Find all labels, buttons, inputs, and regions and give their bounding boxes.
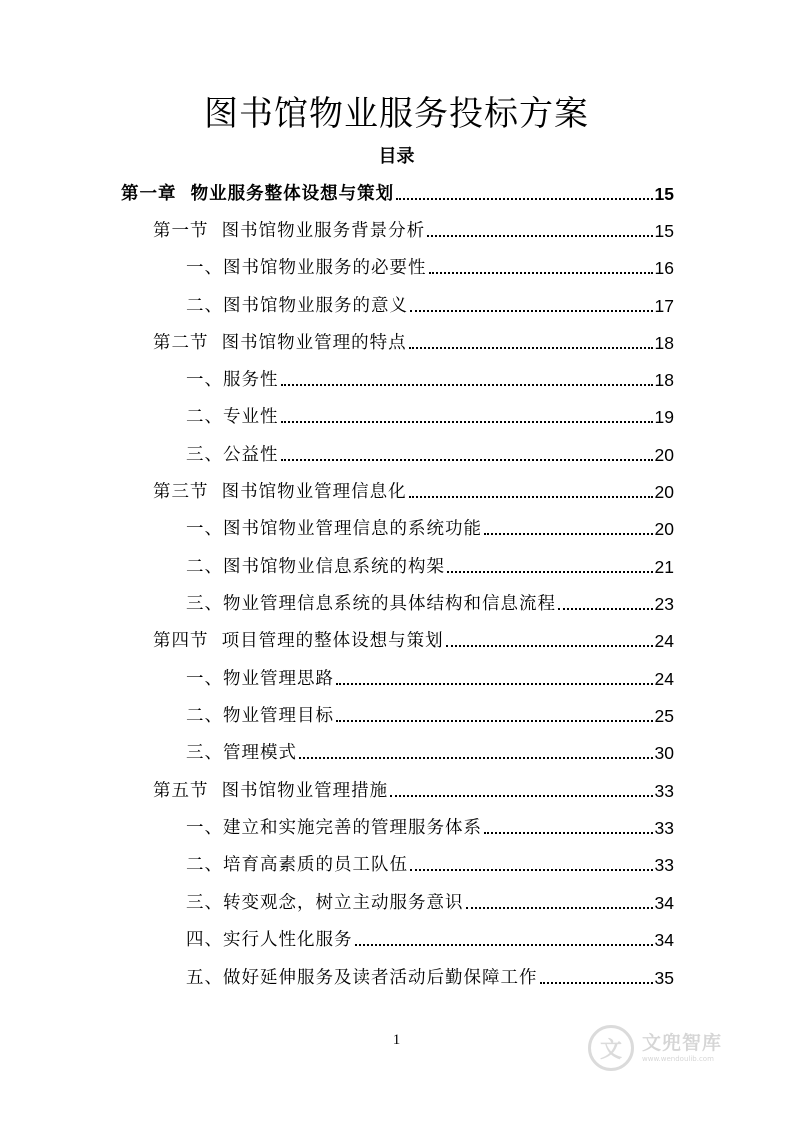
toc-entry-page: 17 xyxy=(654,296,674,316)
toc-entry-page: 30 xyxy=(654,743,674,763)
toc-entry-text: 三、管理模式 xyxy=(186,743,297,763)
toc-entry-text: 一、图书馆物业管理信息的系统功能 xyxy=(186,519,482,539)
toc-entry[interactable] xyxy=(153,628,674,654)
toc-heading: 目录 xyxy=(378,146,415,167)
toc-entry[interactable] xyxy=(186,965,674,991)
toc-leader-dots xyxy=(466,907,653,909)
toc-entry-page: 34 xyxy=(654,893,674,913)
toc-entry[interactable] xyxy=(186,890,674,916)
toc-entry-page: 15 xyxy=(654,221,674,241)
toc-entry-text: 第二节 图书馆物业管理的特点 xyxy=(153,333,407,353)
toc-entry[interactable] xyxy=(186,852,674,878)
toc-entry-page: 15 xyxy=(654,184,674,204)
toc-entry[interactable] xyxy=(153,778,674,804)
watermark-url: www.wendoulib.com xyxy=(642,1055,714,1063)
toc-entry[interactable] xyxy=(186,815,674,841)
watermark xyxy=(588,1018,758,1078)
toc-leader-dots xyxy=(281,421,653,423)
watermark-name: 文兜智库 xyxy=(642,1032,723,1054)
toc-entry[interactable] xyxy=(186,554,674,580)
toc-entry[interactable] xyxy=(186,404,674,430)
toc-entry-text: 四、实行人性化服务 xyxy=(186,930,353,950)
toc-leader-dots xyxy=(281,459,653,461)
toc-entry-text: 二、图书馆物业信息系统的构架 xyxy=(186,557,445,577)
toc-entry-page: 16 xyxy=(654,258,674,278)
toc-entry[interactable] xyxy=(186,442,674,468)
toc-entry-text: 二、培育高素质的员工队伍 xyxy=(186,855,408,875)
toc-entry-text: 第四节 项目管理的整体设想与策划 xyxy=(153,631,444,651)
toc-entry[interactable] xyxy=(186,666,674,692)
toc-entry-page: 25 xyxy=(654,706,674,726)
toc-entry-text: 二、专业性 xyxy=(186,407,279,427)
toc-leader-dots xyxy=(446,645,653,647)
toc-entry[interactable] xyxy=(186,703,674,729)
toc-entry-page: 20 xyxy=(654,445,674,465)
toc-entry-page: 20 xyxy=(654,482,674,502)
toc-entry-text: 三、物业管理信息系统的具体结构和信息流程 xyxy=(186,594,556,614)
toc-leader-dots xyxy=(355,944,653,946)
toc-entry[interactable] xyxy=(153,218,674,244)
toc-entry-page: 21 xyxy=(654,557,674,577)
toc-entry-text: 三、公益性 xyxy=(186,445,279,465)
toc-entry-text: 五、做好延伸服务及读者活动后勤保障工作 xyxy=(186,968,538,988)
toc-entry[interactable] xyxy=(186,367,674,393)
toc-leader-dots xyxy=(540,982,653,984)
toc-entry-page: 34 xyxy=(654,930,674,950)
toc-entry-page: 19 xyxy=(654,407,674,427)
toc-entry[interactable] xyxy=(153,479,674,505)
toc-leader-dots xyxy=(558,608,653,610)
toc-leader-dots xyxy=(409,496,653,498)
toc-leader-dots xyxy=(336,720,653,722)
toc-leader-dots xyxy=(396,198,652,200)
watermark-logo-icon: 文 xyxy=(588,1025,634,1071)
toc-entry[interactable] xyxy=(186,516,674,542)
toc-leader-dots xyxy=(447,571,653,573)
toc-entry-page: 23 xyxy=(654,594,674,614)
toc-entry[interactable] xyxy=(121,181,674,207)
toc-leader-dots xyxy=(281,384,653,386)
toc-leader-dots xyxy=(390,795,652,797)
document-title: 图书馆物业服务投标方案 xyxy=(204,94,589,134)
toc-entry-text: 第三节 图书馆物业管理信息化 xyxy=(153,482,407,502)
toc-leader-dots xyxy=(429,272,653,274)
toc-entry-text: 二、物业管理目标 xyxy=(186,706,334,726)
toc-entry-page: 33 xyxy=(654,781,674,801)
watermark-text xyxy=(642,1032,722,1064)
toc-entry[interactable] xyxy=(186,591,674,617)
toc-entry-page: 20 xyxy=(654,519,674,539)
toc-entry-page: 24 xyxy=(654,631,674,651)
toc-entry[interactable] xyxy=(153,330,674,356)
toc-entry-page: 33 xyxy=(654,855,674,875)
toc-entry-text: 三、转变观念，树立主动服务意识 xyxy=(186,893,464,913)
toc-entry-page: 33 xyxy=(654,818,674,838)
toc-entry-text: 一、图书馆物业服务的必要性 xyxy=(186,258,427,278)
toc-entry[interactable] xyxy=(186,255,674,281)
toc-entry-text: 一、建立和实施完善的管理服务体系 xyxy=(186,818,482,838)
toc-leader-dots xyxy=(299,757,653,759)
toc-leader-dots xyxy=(484,832,653,834)
toc-entry-page: 35 xyxy=(654,968,674,988)
toc-entry-page: 18 xyxy=(654,333,674,353)
toc-entry-text: 二、图书馆物业服务的意义 xyxy=(186,296,408,316)
toc-leader-dots xyxy=(410,869,653,871)
toc-entry-text: 第一节 图书馆物业服务背景分析 xyxy=(153,221,426,241)
toc-leader-dots xyxy=(410,310,653,312)
toc-entry-page: 18 xyxy=(654,370,674,390)
page-number: 1 xyxy=(392,1032,401,1048)
toc-entry[interactable] xyxy=(186,740,674,766)
toc-entry-text: 第一章 物业服务整体设想与策划 xyxy=(121,184,395,204)
toc-leader-dots xyxy=(484,533,653,535)
toc-entry-text: 第五节 图书馆物业管理措施 xyxy=(153,781,389,801)
toc-entry-text: 一、物业管理思路 xyxy=(186,669,334,689)
toc-entry-text: 一、服务性 xyxy=(186,370,279,390)
toc-leader-dots xyxy=(336,683,653,685)
toc-entry[interactable] xyxy=(186,927,674,953)
toc-leader-dots xyxy=(409,347,653,349)
toc-entry[interactable] xyxy=(186,293,674,319)
toc-entry-page: 24 xyxy=(654,669,674,689)
toc-leader-dots xyxy=(427,235,652,237)
